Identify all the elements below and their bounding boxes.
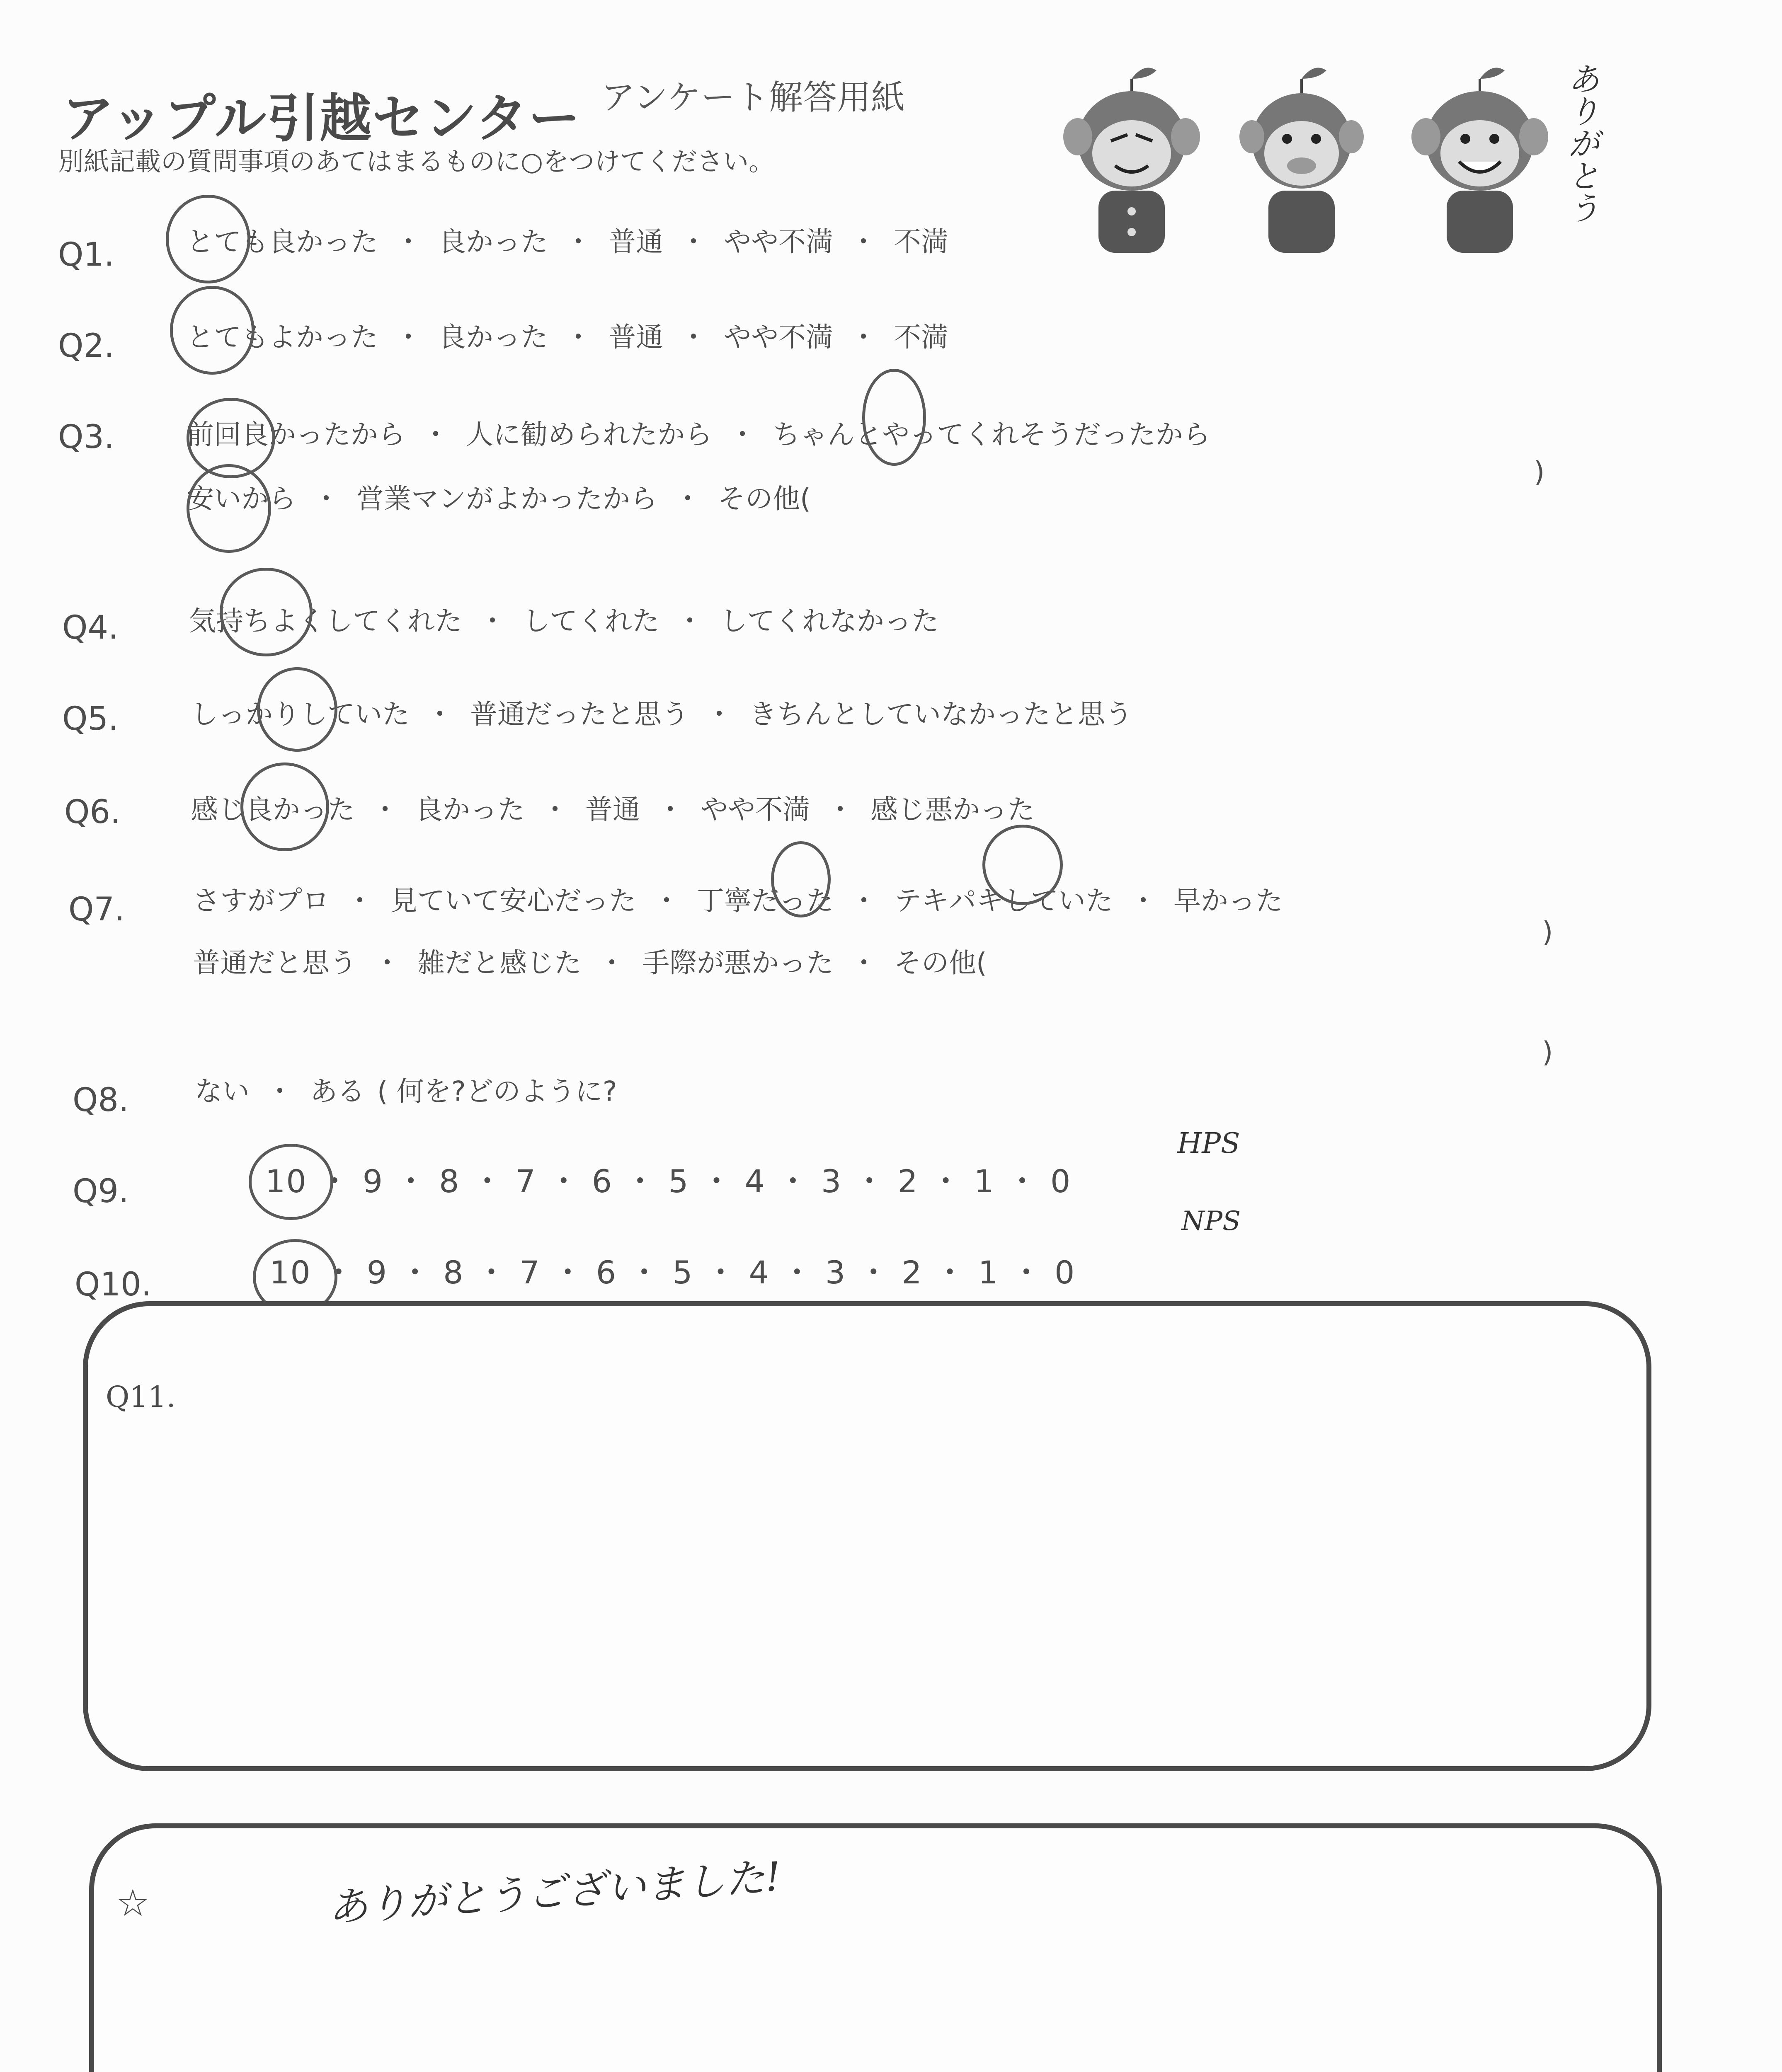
q3-option[interactable]: ちゃんとやってくれそうだったから [773, 419, 1210, 450]
q7-option[interactable]: 早かった [1173, 885, 1283, 917]
q1-option[interactable]: 良かった [439, 226, 548, 258]
q10-score[interactable]: 8 [443, 1254, 464, 1291]
q3-options-line2: 安いから ・ 営業マンがよかったから ・ その他( [187, 483, 811, 515]
q2-options: とてもよかった ・ 良かった ・ 普通 ・ やや不満 ・ 不満 [187, 321, 948, 353]
answer-circle [166, 195, 250, 283]
q10-handwritten-note: NPS [1181, 1206, 1241, 1237]
q9-score[interactable]: 4 [744, 1163, 766, 1200]
monkey-mascot-icon [1235, 62, 1368, 261]
q8-option[interactable]: ある [310, 1075, 365, 1107]
q10-label: Q10. [75, 1266, 152, 1303]
q10-score[interactable]: 0 [1054, 1254, 1076, 1291]
monkey-mascot-icon [1409, 62, 1550, 261]
q10-scale: 10 ・ 9 ・ 8 ・ 7 ・ 6 ・ 5 ・ 4 ・ 3 ・ 2 ・ 1 ・ 0 [269, 1254, 1076, 1291]
q2-option[interactable]: とてもよかった [187, 321, 378, 353]
q1-option[interactable]: やや不満 [724, 226, 833, 258]
q2-option[interactable]: 不満 [894, 321, 948, 353]
q6-options: 感じ良かった ・ 良かった ・ 普通 ・ やや不満 ・ 感じ悪かった [191, 794, 1035, 825]
q3-options-line1: 前回良かったから ・ 人に勧められたから ・ ちゃんとやってくれそうだったから [187, 419, 1210, 450]
q7-option[interactable]: 見ていて安心だった [390, 885, 636, 917]
q1-options: とても良かった ・ 良かった ・ 普通 ・ やや不満 ・ 不満 [187, 226, 948, 258]
q2-option[interactable]: 良かった [439, 321, 548, 353]
q9-scale: 10 ・ 9 ・ 8 ・ 7 ・ 6 ・ 5 ・ 4 ・ 3 ・ 2 ・ 1 ・ 0 [265, 1163, 1072, 1200]
q3-label: Q3. [58, 419, 114, 456]
q4-option[interactable]: してくれた [523, 605, 659, 637]
q9-score[interactable]: 5 [668, 1163, 689, 1200]
q3-option[interactable]: 営業マンがよかったから [356, 483, 657, 515]
q7-option[interactable]: さすがプロ [193, 885, 330, 917]
answer-circle [862, 369, 926, 466]
instruction-text: 別紙記載の質問事項のあてはまるものに○をつけてください。 [58, 146, 775, 177]
q3-option[interactable]: 人に勧められたから [466, 419, 712, 450]
q11-label: Q11. [106, 1380, 176, 1414]
answer-circle [240, 762, 329, 851]
q10-score[interactable]: 10 [269, 1254, 311, 1291]
q1-option[interactable]: 普通 [609, 226, 663, 258]
company-name: アップル引越センター [62, 89, 581, 149]
q6-label: Q6. [64, 794, 121, 831]
q10-score[interactable]: 4 [749, 1254, 770, 1291]
q5-label: Q5. [62, 700, 119, 738]
q8-paren-text: ( 何を?どのように? [377, 1075, 617, 1107]
q1-option[interactable]: とても良かった [187, 226, 378, 258]
q10-score[interactable]: 6 [596, 1254, 617, 1291]
thanks-vertical-text: ありがとう [1562, 62, 1600, 224]
q10-score[interactable]: 5 [672, 1254, 693, 1291]
q6-option[interactable]: やや不満 [701, 794, 810, 825]
q2-option[interactable]: 普通 [609, 321, 663, 353]
q4-option[interactable]: してくれなかった [720, 605, 939, 637]
q9-label: Q9. [73, 1173, 129, 1210]
q9-score[interactable]: 1 [974, 1163, 995, 1200]
q8-options: ない ・ ある ( 何を?どのように? [195, 1075, 617, 1107]
q5-options: しっかりしていた ・ 普通だったと思う ・ きちんとしていなかったと思う [191, 698, 1132, 730]
q3-option[interactable]: 前回良かったから [187, 419, 405, 450]
q2-option[interactable]: やや不満 [724, 321, 833, 353]
q10-score[interactable]: 1 [978, 1254, 999, 1291]
q3-option[interactable]: 安いから [187, 483, 296, 515]
answer-circle [257, 667, 337, 752]
q5-option[interactable]: きちんとしていなかったと思う [749, 698, 1132, 730]
q9-score[interactable]: 0 [1050, 1163, 1072, 1200]
q7-label: Q7. [68, 891, 125, 928]
q11-comment-box[interactable] [83, 1301, 1651, 1771]
q7-close-paren: ) [1542, 916, 1553, 949]
q7-option[interactable]: その他( [894, 947, 987, 979]
answer-circle [187, 464, 271, 553]
q7-option[interactable]: 雑だと感じた [417, 947, 582, 979]
q8-close-paren: ) [1542, 1036, 1553, 1069]
q9-score[interactable]: 2 [897, 1163, 919, 1200]
answer-circle [220, 568, 313, 656]
q5-option[interactable]: 普通だったと思う [470, 698, 689, 730]
q4-options: 気持ちよくしてくれた ・ してくれた ・ してくれなかった [189, 605, 939, 637]
q9-handwritten-note: HPS [1177, 1127, 1240, 1160]
q7-options-line1: さすがプロ ・ 見ていて安心だった ・ 丁寧だった ・ テキパキしていた ・ 早かった [193, 885, 1283, 917]
q9-score[interactable]: 6 [592, 1163, 613, 1200]
q7-options-line2: 普通だと思う ・ 雑だと感じた ・ 手際が悪かった ・ その他( [193, 947, 987, 979]
q4-label: Q4. [62, 609, 119, 646]
q9-score[interactable]: 8 [439, 1163, 460, 1200]
answer-circle [771, 841, 831, 917]
q10-score[interactable]: 3 [825, 1254, 846, 1291]
q9-score[interactable]: 10 [265, 1163, 307, 1200]
q6-option[interactable]: 感じ悪かった [870, 794, 1035, 825]
q7-option[interactable]: テキパキしていた [894, 885, 1113, 917]
sheet-title: アンケート解答用紙 [601, 78, 905, 117]
monkey-mascot-icon [1061, 62, 1202, 261]
q5-option[interactable]: しっかりしていた [191, 698, 410, 730]
answer-circle [170, 286, 255, 375]
q7-option[interactable]: 手際が悪かった [642, 947, 834, 979]
q10-score[interactable]: 7 [519, 1254, 541, 1291]
q7-option[interactable]: 丁寧だった [697, 885, 834, 917]
star-comment-box[interactable] [89, 1823, 1662, 2072]
q1-option[interactable]: 不満 [894, 226, 948, 258]
q9-score[interactable]: 9 [362, 1163, 384, 1200]
q4-option[interactable]: 気持ちよくしてくれた [189, 605, 462, 637]
q6-option[interactable]: 良かった [415, 794, 525, 825]
star-icon: ☆ [116, 1881, 150, 1925]
q10-score[interactable]: 2 [902, 1254, 923, 1291]
q6-option[interactable]: 感じ良かった [191, 794, 355, 825]
q9-score[interactable]: 3 [821, 1163, 842, 1200]
answer-circle [982, 825, 1063, 905]
q8-option[interactable]: ない [195, 1075, 250, 1107]
q3-close-paren: ) [1534, 456, 1545, 489]
q6-option[interactable]: 普通 [585, 794, 640, 825]
q3-option[interactable]: その他( [718, 483, 811, 515]
q7-option[interactable]: 普通だと思う [193, 947, 357, 979]
q10-score[interactable]: 9 [366, 1254, 388, 1291]
handwritten-comment: ありがとうございました! [326, 1853, 783, 1932]
q9-score[interactable]: 7 [515, 1163, 536, 1200]
q8-label: Q8. [73, 1082, 129, 1119]
answer-circle [249, 1144, 333, 1220]
q1-label: Q1. [58, 236, 114, 274]
q2-label: Q2. [58, 327, 114, 365]
